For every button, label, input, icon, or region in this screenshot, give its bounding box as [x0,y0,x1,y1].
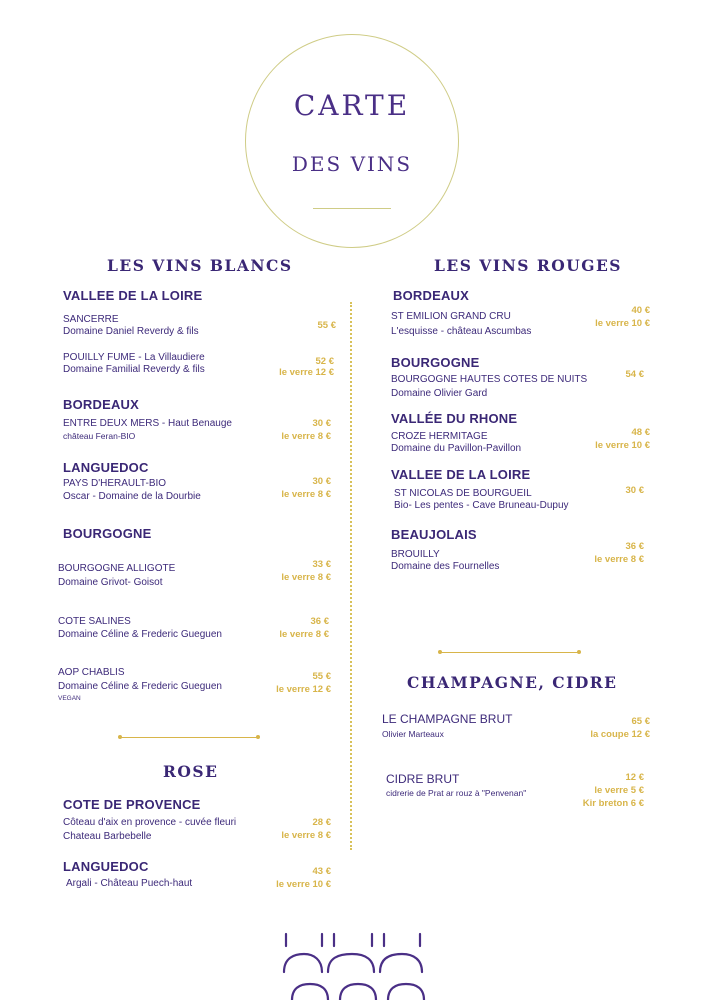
wine-producer: château Feran-BIO [63,431,136,441]
wine-name: BROUILLY [391,549,440,560]
region-languedoc-rose: LANGUEDOC [63,859,149,874]
region-languedoc-blanc: LANGUEDOC [63,460,149,475]
wine-name: BOURGOGNE ALLIGOTE [58,563,176,574]
wine-price: 36 € [625,541,644,552]
wine-producer: Domaine Céline & Frederic Gueguen [58,629,222,640]
wine-price: 30 € [625,485,644,496]
wine-price: 65 € [631,716,650,727]
region-beaujolais: BEAUJOLAIS [391,527,477,542]
wine-name: ST NICOLAS DE BOURGUEIL [394,488,532,499]
wine-producer: Domaine Daniel Reverdy & fils [63,326,199,337]
wine-name: Argali - Château Puech-haut [66,878,193,889]
region-bordeaux-rouge: BORDEAUX [393,288,469,303]
wine-glass-price: le verre 8 € [279,629,329,640]
wine-name: AOP CHABLIS [58,667,125,678]
region-bordeaux-blanc: BORDEAUX [63,397,139,412]
wine-glass-price: le verre 12 € [276,684,331,695]
title-divider [313,208,391,209]
wine-price: 52 € [315,356,334,367]
title-circle [245,34,459,248]
wine-glasses-icon [270,928,440,1000]
section-divider [120,737,258,738]
wine-price: 48 € [631,427,650,438]
wine-producer: Bio- Les pentes - Cave Bruneau-Dupuy [394,500,569,511]
wine-producer: Domaine Olivier Gard [391,388,488,399]
wine-name: CROZE HERMITAGE [391,431,488,442]
wine-glass-price: le verre 8 € [281,431,331,442]
wine-glass-price: le verre 12 € [279,367,334,378]
region-bourgogne-rouge: BOURGOGNE [391,355,480,370]
wine-price: 54 € [625,369,644,380]
wine-name: ST EMILION GRAND CRU [391,311,511,322]
wine-price: 36 € [310,616,329,627]
region-provence: COTE DE PROVENCE [63,797,201,812]
wine-name: SANCERRE [63,314,119,325]
wine-glass-price: le verre 8 € [281,572,331,583]
wine-glass-price: le verre 10 € [595,318,650,329]
page-subtitle: DES VINS [291,152,413,176]
wine-glass-price: le verre 8 € [281,830,331,841]
kir-price: Kir breton 6 € [582,798,644,809]
wine-glass-price: le verre 8 € [594,554,644,565]
section-title-rouges: LES VINS ROUGES [434,256,622,275]
wine-name: PAYS D'HERAULT-BIO [63,478,167,489]
wine-producer: Chateau Barbebelle [63,831,152,842]
wine-name: LE CHAMPAGNE BRUT [382,712,513,726]
wine-name: BOURGOGNE HAUTES COTES DE NUITS [391,374,588,385]
region-bourgogne-blanc: BOURGOGNE [63,526,152,541]
wine-name: CIDRE BRUT [386,772,460,786]
wine-name: Côteau d'aix en provence - cuvée fleuri [63,817,237,828]
section-divider [440,652,579,653]
wine-glass-price: la coupe 12 € [590,729,650,740]
section-title-blancs: LES VINS BLANCS [107,256,293,275]
wine-producer: Oscar - Domaine de la Dourbie [63,491,201,502]
wine-producer: Domaine des Fournelles [391,561,500,572]
wine-glass-price: le verre 5 € [594,785,644,796]
wine-producer: Domaine Familial Reverdy & fils [63,364,205,375]
wine-price: 30 € [312,418,331,429]
wine-price: 28 € [312,817,331,828]
wine-name: COTE SALINES [58,616,131,627]
wine-price: 43 € [312,866,331,877]
region-loire-rouge: VALLEE DE LA LOIRE [391,467,531,482]
wine-price: 55 € [317,320,336,331]
wine-price: 55 € [312,671,331,682]
wine-glass-price: le verre 10 € [276,879,331,890]
wine-price: 30 € [312,476,331,487]
wine-price: 33 € [312,559,331,570]
section-title-champagne: CHAMPAGNE, CIDRE [407,673,618,692]
wine-producer: Olivier Marteaux [382,729,444,739]
wine-producer: Domaine Grivot- Goisot [58,577,163,588]
wine-name: POUILLY FUME - La Villaudiere [63,352,205,363]
wine-glass-price: le verre 8 € [281,489,331,500]
vegan-note: VEGAN [58,695,81,702]
wine-price: 40 € [631,305,650,316]
wine-producer: cidrerie de Prat ar rouz à "Penvenan" [386,788,527,798]
region-rhone: VALLÉE DU RHONE [391,411,518,426]
wine-name: ENTRE DEUX MERS - Haut Benauge [63,418,232,429]
wine-producer: Domaine du Pavillon-Pavillon [391,443,522,454]
page-title: CARTE [293,89,411,122]
wine-glass-price: le verre 10 € [595,440,650,451]
section-title-rose: ROSE [163,762,219,781]
region-loire-blanc: VALLEE DE LA LOIRE [63,288,203,303]
wine-price: 12 € [625,772,644,783]
column-divider [350,302,352,850]
wine-producer: Domaine Céline & Frederic Gueguen [58,681,222,692]
wine-producer: L'esquisse - château Ascumbas [391,326,532,337]
